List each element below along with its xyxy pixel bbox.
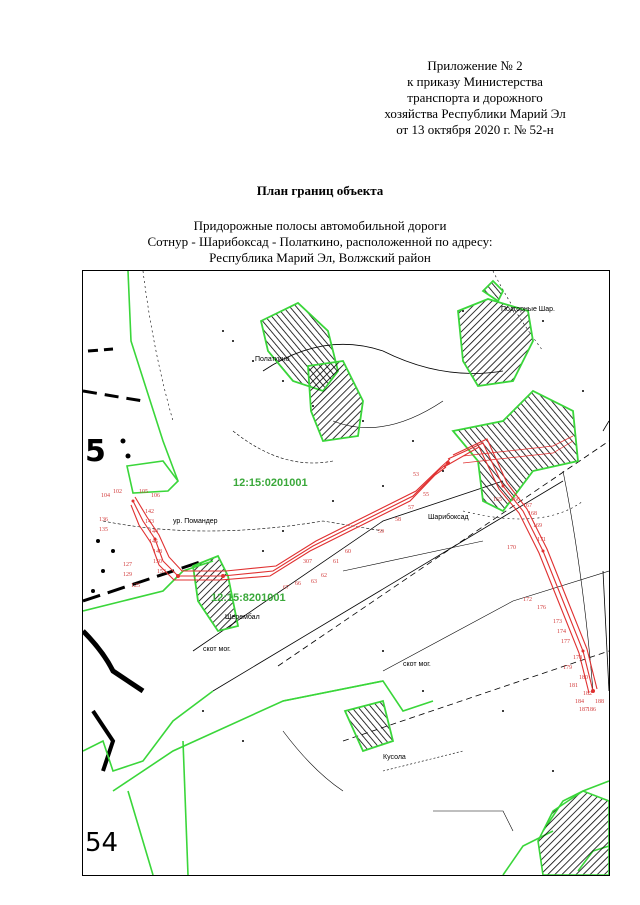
point-label: 125	[131, 583, 140, 589]
point-label: 177	[561, 639, 570, 645]
map-edge-digit: 5	[85, 434, 106, 469]
point-label: 106	[151, 493, 160, 499]
point-label: 63	[311, 579, 317, 585]
place-name: скот мог.	[203, 646, 231, 653]
cadastral-label: 12:15:8201001	[211, 592, 286, 604]
point-label: 180	[579, 675, 588, 681]
cadastral-label: 12:15:0201001	[233, 477, 308, 489]
map-edge-digit: 54	[85, 828, 119, 858]
place-name: Подгорные Шар.	[501, 306, 555, 313]
point-label: 186	[587, 707, 596, 713]
place-name: скот мог.	[403, 661, 431, 668]
appendix-line: транспорта и дорожного	[407, 90, 543, 105]
point-label: 60	[345, 549, 351, 555]
point-label: 179	[563, 665, 572, 671]
place-name: Полаткино	[255, 356, 290, 363]
appendix-line: к приказу Министерства	[407, 74, 543, 89]
subtitle-line: Придорожные полосы автомобильной дороги	[193, 218, 447, 233]
point-label: 166	[511, 497, 520, 503]
point-label: 67	[283, 585, 289, 591]
point-label: 184	[575, 699, 584, 705]
point-label: 104	[101, 493, 110, 499]
point-label: 136	[99, 517, 108, 523]
appendix-line: хозяйства Республики Марий Эл	[384, 106, 566, 121]
point-label: 127	[123, 562, 132, 568]
point-label: 169	[533, 523, 542, 529]
point-label: 187	[579, 707, 588, 713]
place-name: Кусола	[383, 754, 406, 761]
point-label: 59	[378, 529, 384, 535]
point-label: 182	[583, 691, 592, 697]
appendix-line: Приложение № 2	[427, 58, 523, 73]
point-label: 62	[321, 573, 327, 579]
place-name: Шерембал	[225, 614, 260, 621]
point-label: 168	[528, 511, 537, 517]
subtitle-line: Сотнур - Шарибоксад - Полаткино, расположенной по адресу:	[147, 234, 493, 249]
subtitle-line: Республика Марий Эл, Волжский район	[209, 250, 431, 265]
point-label: 165	[493, 497, 502, 503]
settlement-area	[538, 791, 609, 875]
map-canvas	[83, 271, 609, 875]
place-name: ур. Помандер	[173, 518, 218, 525]
plan-title: План границ объекта	[256, 183, 384, 198]
point-label: 172	[523, 597, 532, 603]
point-label: 167	[523, 503, 532, 509]
point-label: 181	[569, 683, 578, 689]
appendix-header	[360, 58, 590, 138]
plan-subtitle	[0, 218, 640, 266]
point-label: 176	[537, 605, 546, 611]
point-label: 178	[573, 655, 582, 661]
point-label: 55	[423, 492, 429, 498]
point-label: 150	[153, 559, 162, 565]
point-label: 66	[295, 581, 301, 587]
point-label: 307	[303, 559, 312, 565]
point-label: 135	[99, 527, 108, 533]
point-label: 57	[408, 505, 414, 511]
point-label: 129	[123, 572, 132, 578]
point-label: 171	[537, 537, 546, 543]
point-label: 61	[333, 559, 339, 565]
point-label: 144	[149, 529, 158, 535]
point-label: 142	[145, 509, 154, 515]
point-label: 53	[413, 472, 419, 478]
point-label: 58	[395, 517, 401, 523]
boundary-map[interactable]	[82, 270, 610, 876]
point-label: 173	[553, 619, 562, 625]
point-labels	[99, 472, 604, 713]
point-label: 143	[145, 519, 154, 525]
point-label: 145	[149, 539, 158, 545]
point-label: 188	[595, 699, 604, 705]
point-label: 148	[153, 549, 162, 555]
appendix-line: от 13 октября 2020 г. № 52-н	[396, 122, 554, 137]
place-name: Шарибоксад	[428, 514, 469, 521]
point-label: 153	[157, 569, 166, 575]
point-label: 105	[139, 489, 148, 495]
point-label: 102	[113, 489, 122, 495]
point-label: 170	[507, 545, 516, 551]
point-label: 174	[557, 629, 566, 635]
